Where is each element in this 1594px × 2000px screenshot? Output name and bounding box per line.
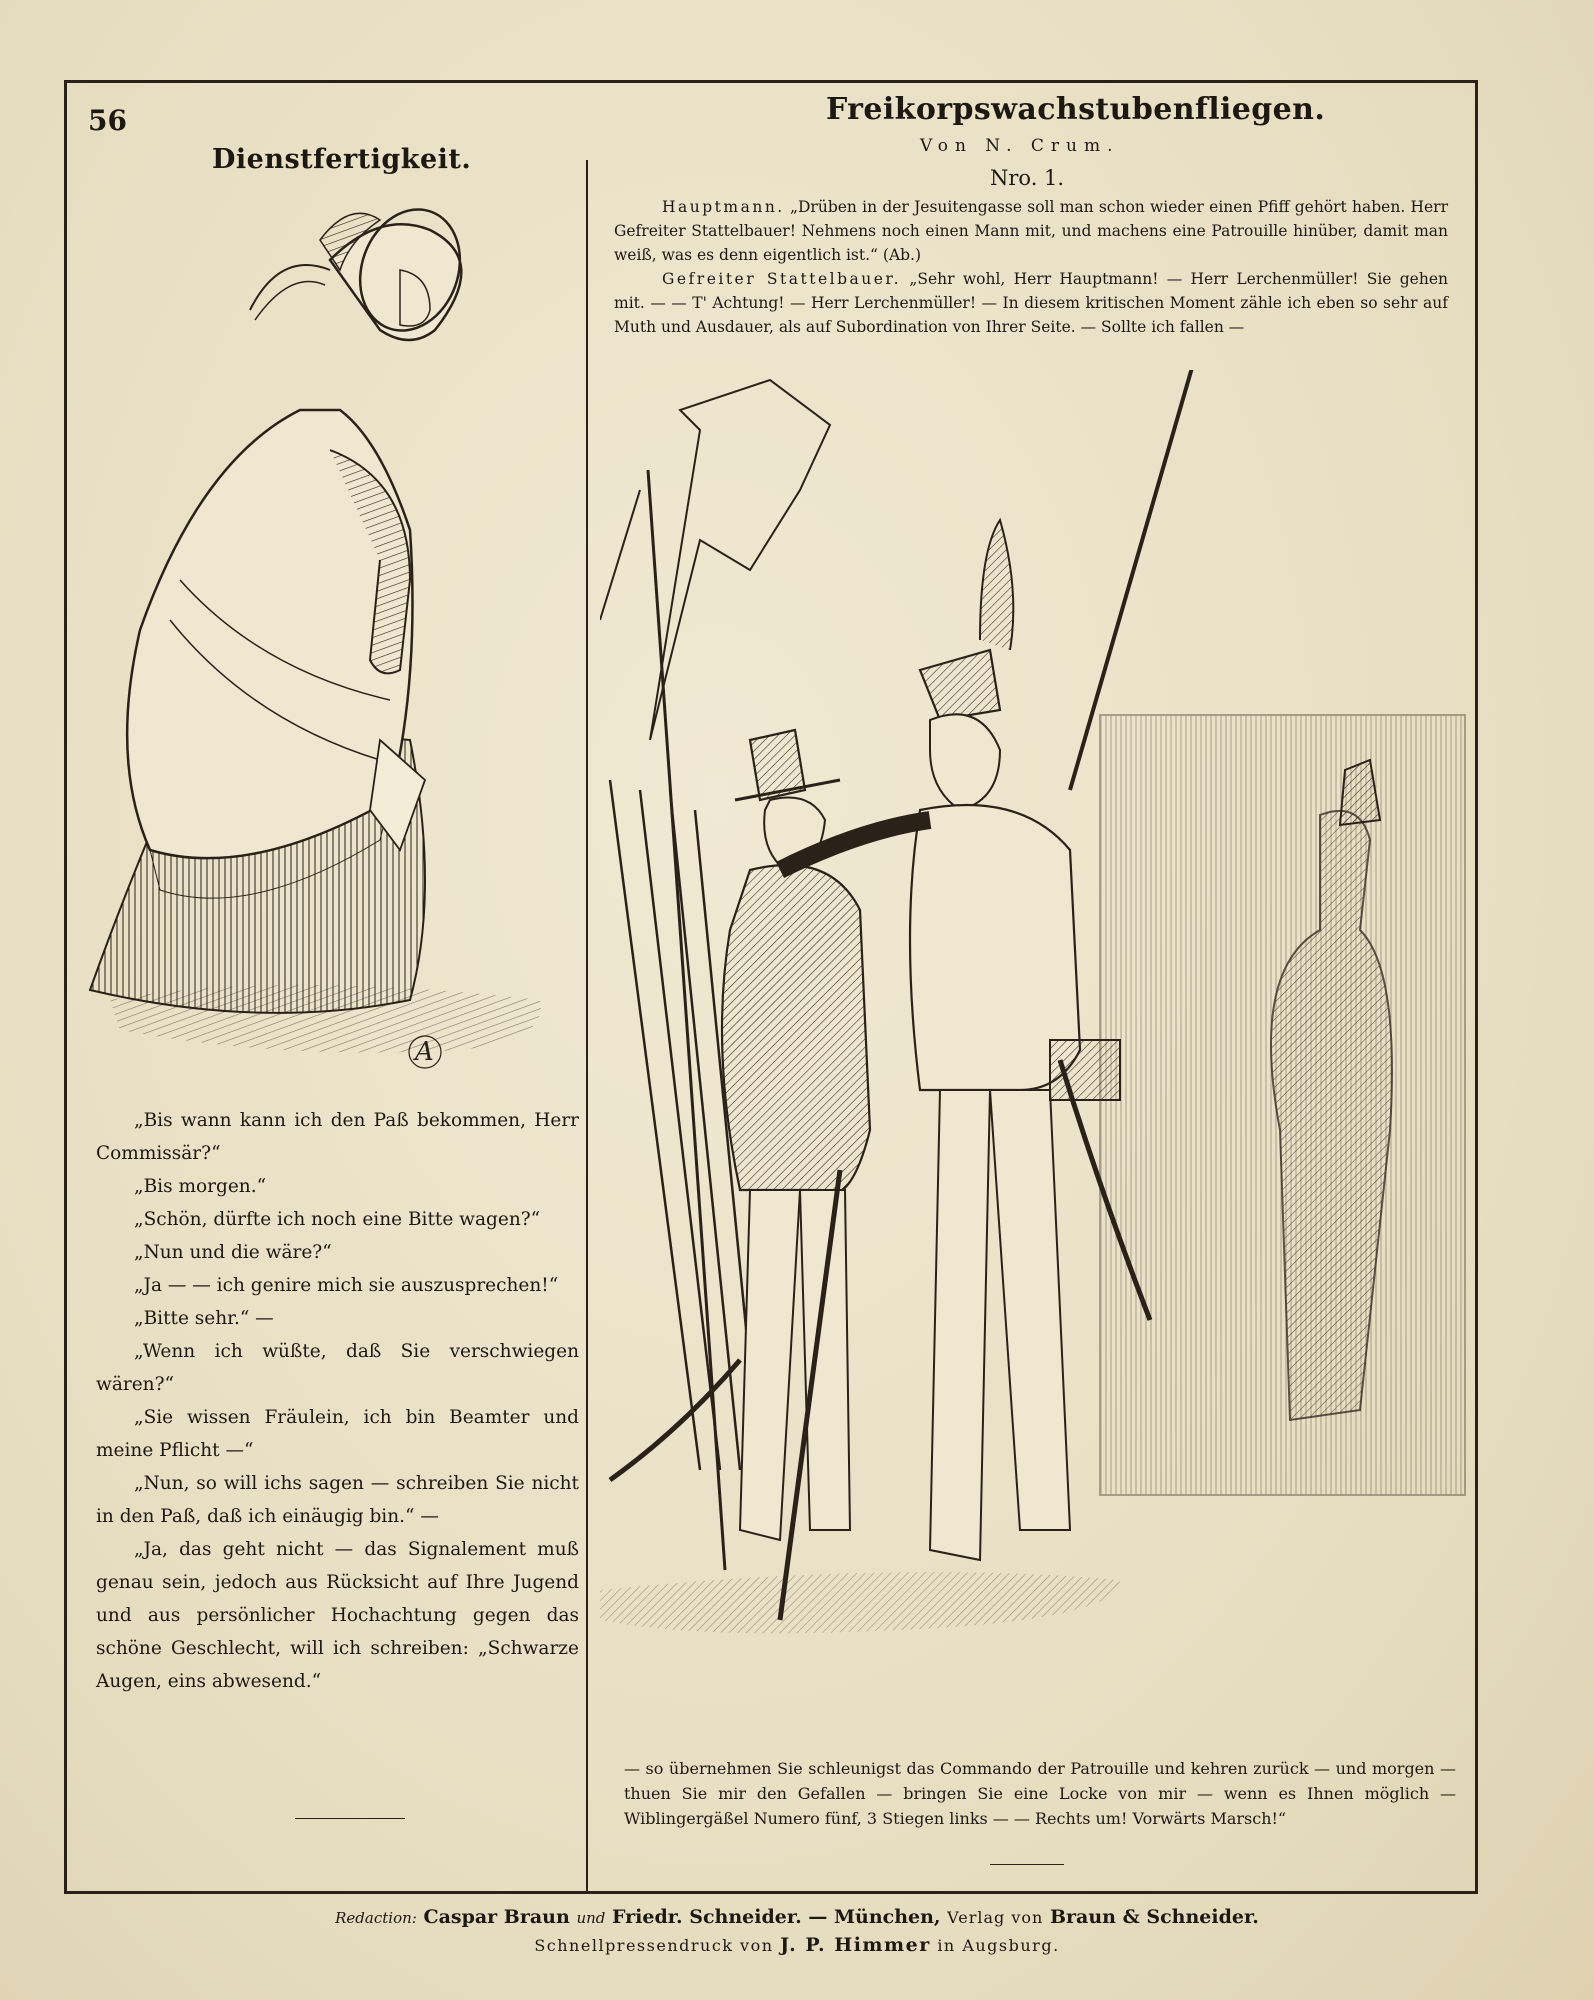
dialog-line: „Sie wissen Fräulein, ich bin Beamter und meine Pflicht —“ <box>96 1407 579 1461</box>
dialog-line: „Nun und die wäre?“ <box>134 1242 332 1263</box>
speaker: Gefreiter Stattelbauer. <box>662 270 902 288</box>
dialog-line: „Bis morgen.“ <box>134 1176 267 1197</box>
print-suffix: in Augsburg. <box>937 1936 1060 1955</box>
redaction-label: Redaction: <box>335 1909 417 1927</box>
publisher-label: Verlag von <box>947 1908 1044 1927</box>
guardroom-illustration <box>600 370 1470 1740</box>
footer-imprint <box>0 1906 1594 1928</box>
intro-text <box>614 195 1448 339</box>
footer-printer <box>0 1934 1594 1956</box>
section-rule <box>295 1818 405 1819</box>
city: München, <box>833 1906 941 1928</box>
lady-illustration <box>80 200 580 1080</box>
dialog-line: „Bis wann kann ich den Paß bekommen, Herr Commissär?“ <box>96 1110 579 1164</box>
byline: Von N. Crum. <box>920 136 1120 156</box>
speech: „Sehr wohl, Herr Hauptmann! — Herr Lerchenmüller! Sie gehen mit. — — T' Achtung! — Herr Lerchenmüller! — In diesem kritischen Moment zähle ich eben so sehr auf Muth und Ausdauer, als auf Subordination von Ihrer Seite. — Sollte ich fallen — <box>614 270 1448 336</box>
dialog-line: „Ja — — ich genire mich sie auszusprechen!“ <box>134 1275 559 1296</box>
dialog-line: „Wenn ich wüßte, daß Sie verschwiegen wären?“ <box>96 1341 579 1395</box>
editor-name: Friedr. Schneider. <box>612 1906 802 1928</box>
closing-text <box>624 1756 1456 1831</box>
closing-paragraph: — so übernehmen Sie schleunigst das Commando der Patrouille und kehren zurück — und morgen — thuen Sie mir den Gefallen — bringen Sie eine Locke von mir — wenn es Ihnen möglich — Wiblingergäßel Numero fünf, 3 Stiegen links — — Rechts um! Vorwärts Marsch!“ <box>624 1759 1456 1828</box>
column-divider <box>586 160 588 1892</box>
editor-name: Caspar Braun <box>423 1906 570 1928</box>
dialog-column <box>96 1104 579 1698</box>
print-prefix: Schnellpressendruck von <box>534 1936 774 1955</box>
dialog-line: „Bitte sehr.“ — <box>134 1308 274 1329</box>
page-number: 56 <box>88 104 127 137</box>
section-rule <box>990 1864 1064 1865</box>
right-article-title: Freikorpswachstubenfliegen. <box>826 92 1326 127</box>
intro-paragraph <box>614 267 1448 339</box>
speech: „Drüben in der Jesuitengasse soll man schon wieder einen Pfiff gehört haben. Herr Gefreiter Stattelbauer! Nehmens noch einen Mann mit, und machens eine Patrouille hinüber, damit man weiß, was es denn eigentlich ist.“ (Ab.) <box>614 198 1448 264</box>
dialog-line: „Schön, dürfte ich noch eine Bitte wagen?“ <box>134 1209 541 1230</box>
artist-signature: A <box>415 1037 434 1067</box>
publisher: Braun & Schneider. <box>1049 1906 1259 1928</box>
dialog-line: „Nun, so will ichs sagen — schreiben Sie nicht in den Paß, daß ich einäugig bin.“ — <box>96 1473 579 1527</box>
speaker: Hauptmann. <box>662 198 785 216</box>
conjunction: und <box>576 1909 606 1927</box>
episode-number: Nro. 1. <box>990 166 1065 190</box>
left-article-title: Dienstfertigkeit. <box>212 144 472 175</box>
intro-paragraph <box>614 195 1448 267</box>
dialog-line: „Ja, das geht nicht — das Signalement muß genau sein, jedoch aus Rücksicht auf Ihre Jugend und aus persönlicher Hochachtung gegen das schöne Geschlecht, will ich schreiben: „Schwarze Augen, eins abwesend.“ <box>96 1539 579 1692</box>
separator: — <box>808 1906 828 1928</box>
printer-name: J. P. Himmer <box>780 1934 931 1956</box>
